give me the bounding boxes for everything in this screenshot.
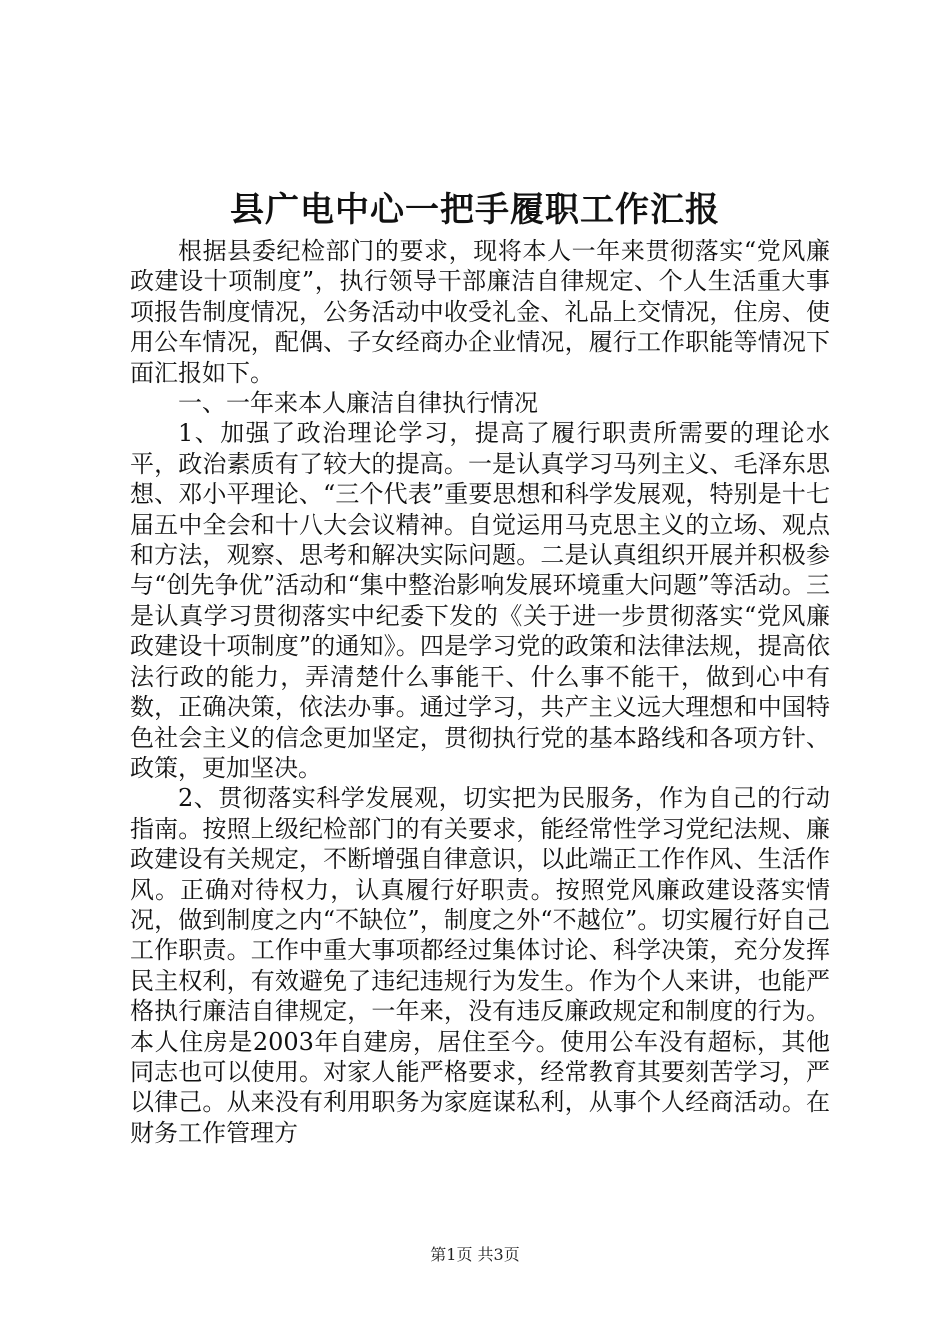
document-body — [130, 236, 830, 1148]
paragraph-item-2: 2、贯彻落实科学发展观，切实把为民服务，作为自己的行动指南。按照上级纪检部门的有关要求，能经常性学习党纪法规、廉政建设有关规定，不断增强自律意识，以此端正工作作风、生活作风。正确对待权力，认真履行好职责。按照党风廉政建设落实情况，做到制度之内“不缺位”，制度之外“不越位”。切实履行好自己工作职责。工作中重大事项都经过集体讨论、科学决策，充分发挥民主权利，有效避免了违纪违规行为发生。作为个人来讲，也能严格执行廉洁自律规定，一年来，没有违反廉政规定和制度的行为。本人住房是2003年自建房，居住至今。使用公车没有超标，其他同志也可以使用。对家人能严格要求，经常教育其要刻苦学习，严以律己。从来没有利用职务为家庭谋私利，从事个人经商活动。在财务工作管理方 — [130, 784, 830, 1147]
section-heading: 一、一年来本人廉洁自律执行情况 — [178, 389, 538, 418]
paragraph-item-1: 1、加强了政治理论学习，提高了履行职责所需要的理论水平，政治素质有了较大的提高。一是认真学习马列主义、毛泽东思想、邓小平理论、“三个代表”重要思想和科学发展观，特别是十七届五中全会和十八大会议精神。自觉运用马克思主义的立场、观点和方法，观察、思考和解决实际问题。二是认真组织开展并积极参与“创先争优”活动和“集中整治影响发展环境重大问题”等活动。三是认真学习贯彻落实中纪委下发的《关于进一步贯彻落实“党风廉政建设十项制度”的通知》。四是学习党的政策和法律法规，提高依法行政的能力，弄清楚什么事能干、什么事不能干，做到心中有数，正确决策，依法办事。通过学习，共产主义远大理想和中国特色社会主义的信念更加坚定，贯彻执行党的基本路线和各项方针、政策，更加坚决。 — [130, 419, 830, 782]
paragraph-intro: 根据县委纪检部门的要求，现将本人一年来贯彻落实“党风廉政建设十项制度”，执行领导干部廉洁自律规定、个人生活重大事项报告制度情况，公务活动中收受礼金、礼品上交情况，住房、使用公车情况，配偶、子女经商办企业情况，履行工作职能等情况下面汇报如下。 — [130, 237, 830, 387]
document-title: 县广电中心一把手履职工作汇报 — [230, 190, 720, 230]
page-number-footer: 第1页 共3页 — [430, 1245, 520, 1264]
